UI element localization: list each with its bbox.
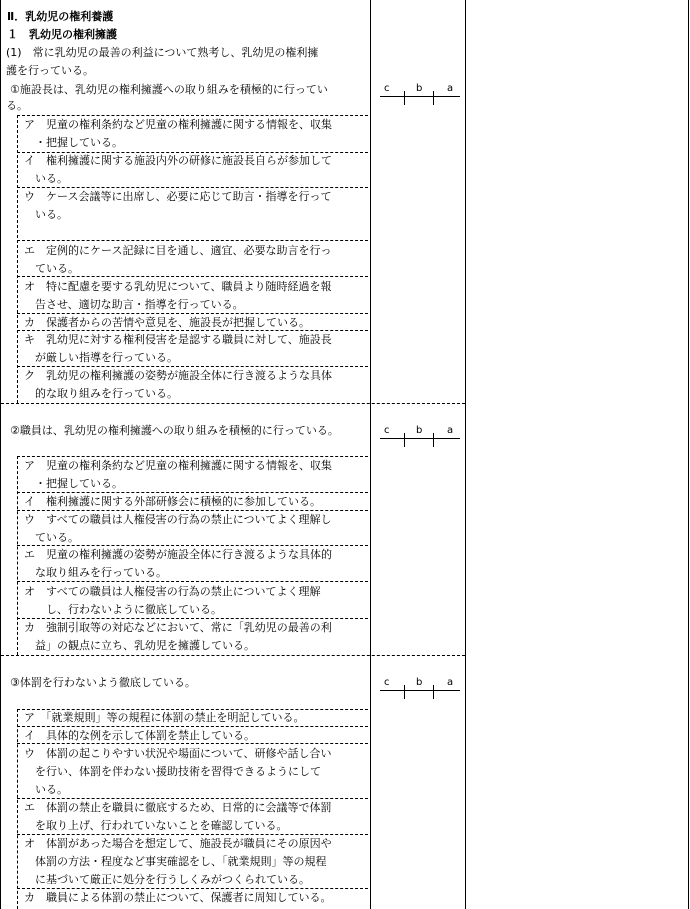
checklist-item-cont: ・把握している。 xyxy=(24,136,123,149)
checklist-item-cont: いる。 xyxy=(24,208,68,221)
checklist-item: ア 児童の権利条約など児童の権利擁護に関する情報を、収集 xyxy=(24,459,332,472)
checklist-item-cont: ている。 xyxy=(24,262,79,275)
chapter-title: Ⅱ．乳幼児の権利養護 xyxy=(7,10,114,23)
checklist-item-cont: を取り上げ、行われていないことを確認している。 xyxy=(24,819,288,832)
rating-a[interactable]: a xyxy=(447,83,454,94)
checklist-item: ウ すべての職員は人権侵害の行為の禁止についてよく理解し xyxy=(24,513,332,526)
checklist-item: オ 体罰があった場合を想定して、施設長が職員にその原因や xyxy=(24,837,332,850)
checklist-item: エ 定例的にケース記録に目を通し、適宜、必要な助言を行っ xyxy=(24,244,332,257)
column-border-right xyxy=(688,0,689,909)
question-1-text: ①施設長は、乳幼児の権利擁護への取り組みを積極的に行ってい xyxy=(10,83,328,96)
checklist-box-q1 xyxy=(17,115,18,403)
checklist-item-cont: 的な取り組みを行っている。 xyxy=(24,387,178,400)
checklist-item-cont: に基づいて厳正に処分を行うしくみがつくられている。 xyxy=(24,873,310,886)
rating-c[interactable]: c xyxy=(384,677,390,688)
criterion-intro-cont: 護を行っている。 xyxy=(6,64,94,77)
checklist-item-cont: いる。 xyxy=(24,172,68,185)
rating-c[interactable]: c xyxy=(384,425,390,436)
checklist-item-cont: 告させ、適切な助言・指導を行っている。 xyxy=(24,298,244,311)
checklist-item: エ 体罰の禁止を職員に徹底するため、日常的に会議等で体罰 xyxy=(24,801,332,814)
checklist-item: オ すべての職員は人権侵害の行為の禁止についてよく理解 xyxy=(24,585,321,598)
rating-a[interactable]: a xyxy=(447,425,454,436)
checklist-item: オ 特に配慮を要する乳幼児について、職員より随時経過を報 xyxy=(24,280,332,293)
checklist-item: ア 児童の権利条約など児童の権利擁護に関する情報を、収集 xyxy=(24,118,332,131)
checklist-item-cont: し、行わないように徹底している。 xyxy=(24,603,222,616)
checklist-item: ウ ケース会議等に出席し、必要に応じて助言・指導を行って xyxy=(24,190,332,203)
checklist-box-q2 xyxy=(17,456,18,655)
checklist-item-cont: を行い、体罰を伴わない援助技術を習得できるようにして xyxy=(24,765,321,778)
checklist-item: カ 職員による体罰の禁止について、保護者に周知している。 xyxy=(24,891,332,904)
checklist-item-cont: が厳しい指導を行っている。 xyxy=(24,351,178,364)
criterion-intro: (1) 常に乳幼児の最善の利益について熟考し、乳幼児の権利擁 xyxy=(6,46,319,59)
checklist-item: ア 「就業規則」等の規程に体罰の禁止を明記している。 xyxy=(24,711,305,724)
checklist-item: キ 乳幼児に対する権利侵害を是認する職員に対して、施設長 xyxy=(24,333,332,346)
checklist-item: カ 保護者からの苦情や意見を、施設長が把握している。 xyxy=(24,316,310,329)
row-divider xyxy=(1,655,465,656)
rating-b[interactable]: b xyxy=(416,425,423,436)
checklist-item-cont: な取り組みを行っている。 xyxy=(24,566,167,579)
checklist-item-cont: 体罰の方法・程度など事実確認をし、「就業規則」等の規程 xyxy=(24,855,327,868)
checklist-item: イ 具体的な例を示して体罰を禁止している。 xyxy=(24,729,255,742)
checklist-item-cont: ・把握している。 xyxy=(24,477,123,490)
rating-scale-q2[interactable] xyxy=(380,425,460,445)
checklist-item: エ 児童の権利擁護の姿勢が施設全体に行き渡るような具体的 xyxy=(24,548,332,561)
checklist-item-cont: 益」の観点に立ち、乳幼児を擁護している。 xyxy=(24,639,255,652)
rating-scale-q1[interactable] xyxy=(380,83,460,103)
section-title: １ 乳幼児の権利擁護 xyxy=(7,28,117,41)
column-border-left xyxy=(0,0,1,909)
checklist-item: イ 権利擁護に関する施設内外の研修に施設長自らが参加して xyxy=(24,154,332,167)
column-border-score xyxy=(465,0,466,909)
rating-b[interactable]: b xyxy=(416,677,423,688)
checklist-item: ウ 体罰の起こりやすい状況や場面について、研修や話し合い xyxy=(24,747,332,760)
question-3-text: ③体罰を行わないよう徹底している。 xyxy=(10,676,196,689)
checklist-item-cont: いる。 xyxy=(24,783,68,796)
checklist-item: カ 強制引取等の対応などにおいて、常に「乳幼児の最善の利 xyxy=(24,621,332,634)
rating-c[interactable]: c xyxy=(384,83,390,94)
question-1-text-cont: る。 xyxy=(6,99,28,112)
rating-scale-q3[interactable] xyxy=(380,677,460,697)
checklist-box-q3 xyxy=(17,709,18,909)
checklist-item: イ 権利擁護に関する外部研修会に積極的に参加している。 xyxy=(24,495,321,508)
rating-b[interactable]: b xyxy=(416,83,423,94)
question-2-text: ②職員は、乳幼児の権利擁護への取り組みを積極的に行っている。 xyxy=(10,424,339,437)
checklist-item-cont: ている。 xyxy=(24,531,79,544)
rating-a[interactable]: a xyxy=(447,677,454,688)
row-divider xyxy=(1,403,465,404)
checklist-item: ク 乳幼児の権利擁護の姿勢が施設全体に行き渡るような具体 xyxy=(24,369,332,382)
column-border-middle xyxy=(370,0,371,909)
